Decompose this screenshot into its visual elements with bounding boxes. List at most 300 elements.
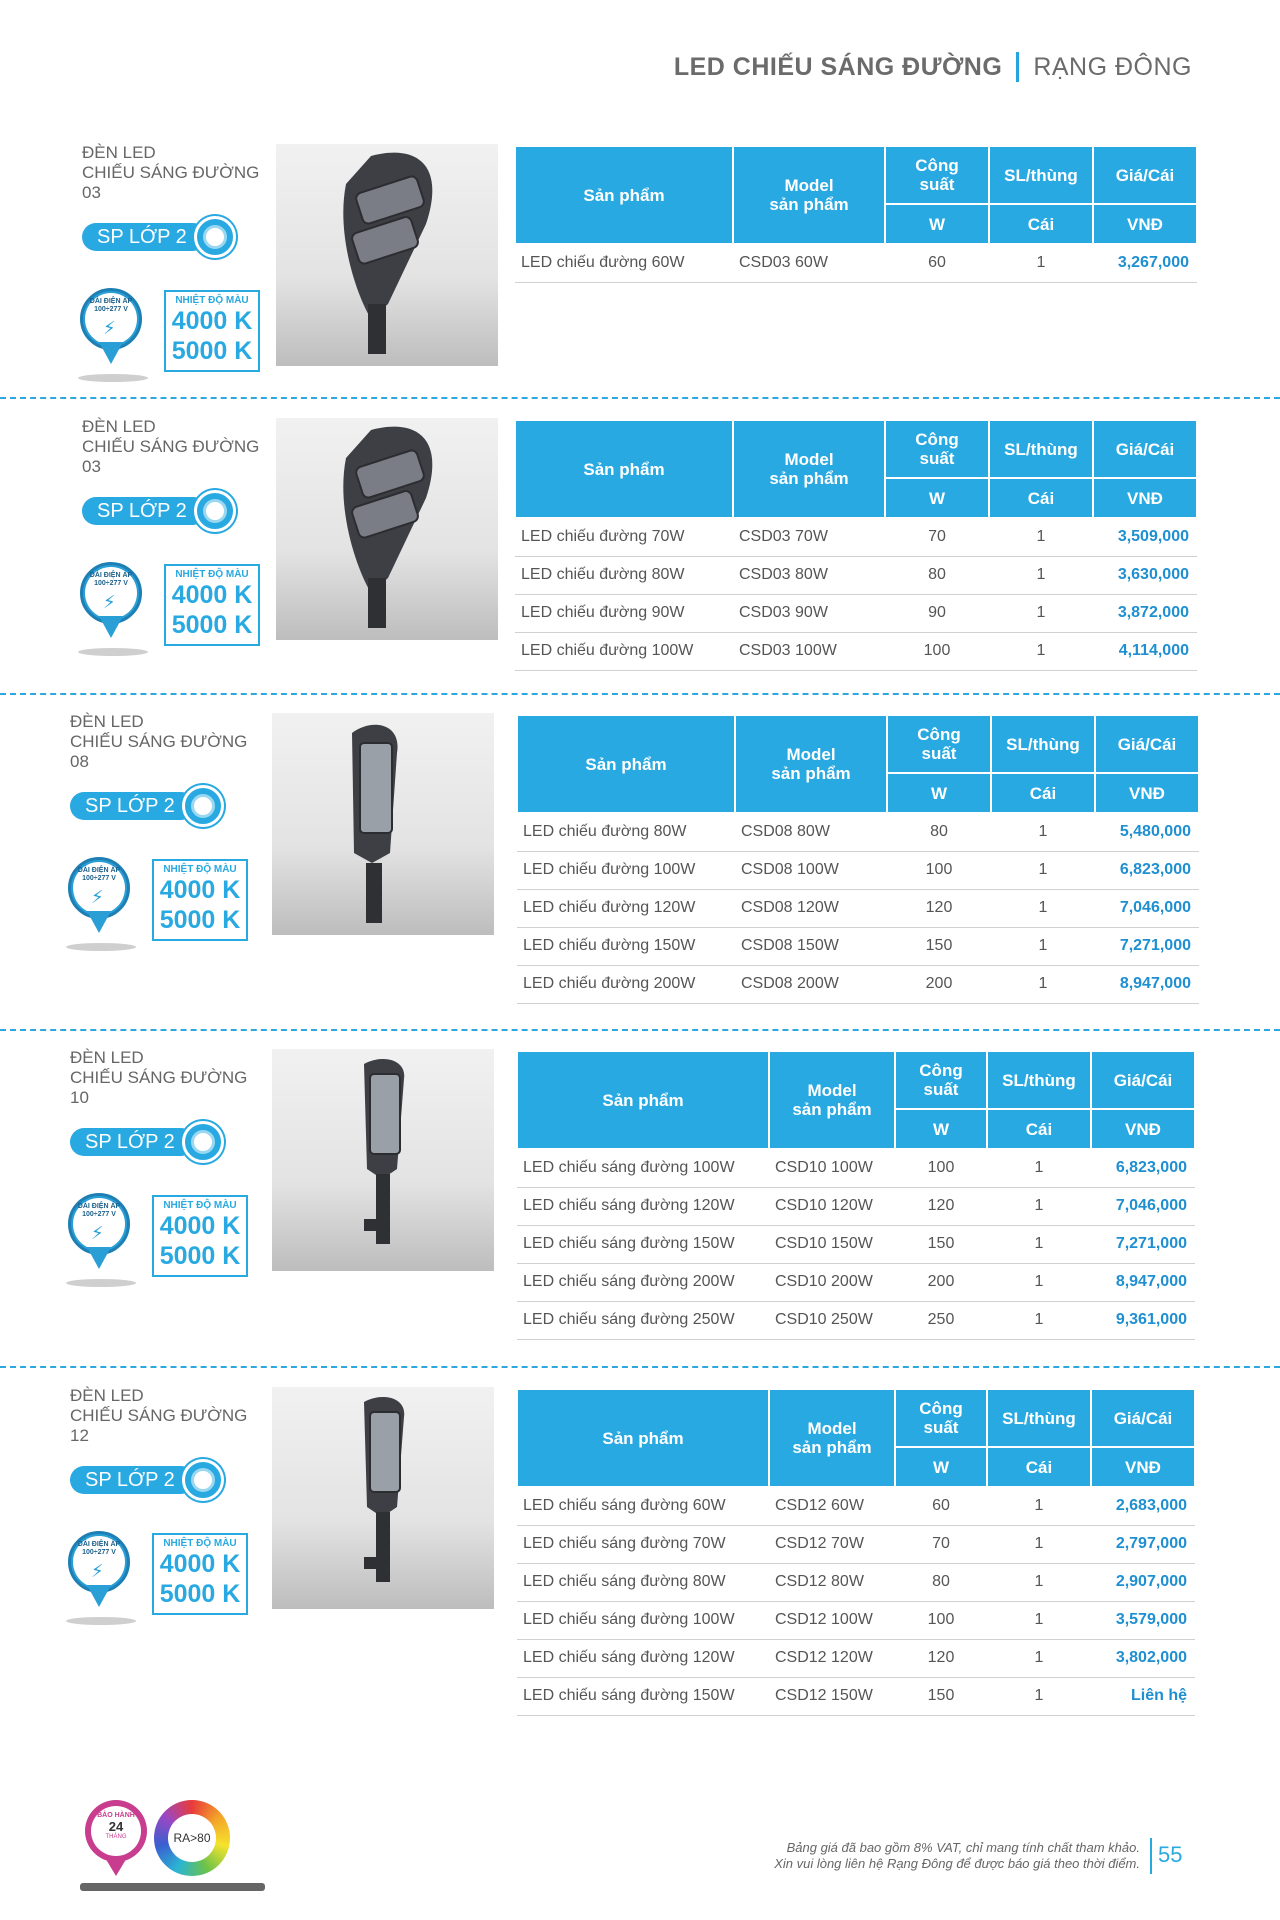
cell-qty: 1: [987, 1487, 1091, 1525]
price-table: [514, 145, 1198, 283]
product-image: [272, 713, 494, 935]
cell-product: LED chiếu đường 80W: [517, 813, 735, 851]
header-model-line: sản phẩm: [792, 1438, 872, 1457]
color-temperature-4000: 4000 K: [171, 581, 253, 609]
unit-price-label: VNĐ: [1129, 783, 1165, 803]
warranty-months: 24: [108, 1819, 124, 1834]
voltage-pin-tail: [87, 1247, 111, 1269]
color-temperature-box: [164, 564, 260, 646]
cell-product: LED chiếu sáng đường 120W: [517, 1187, 769, 1225]
cell-model: CSD10 200W: [769, 1263, 895, 1301]
cell-qty: 1: [991, 851, 1095, 889]
class-2-ring-icon: [182, 1121, 224, 1163]
table-row: [517, 1263, 1195, 1301]
cell-price: 8,947,000: [1091, 1263, 1195, 1301]
cell-product: LED chiếu sáng đường 150W: [517, 1225, 769, 1263]
cell-model: CSD12 70W: [769, 1525, 895, 1563]
header-power-line: Công: [915, 430, 959, 449]
cell-price: 3,630,000: [1093, 556, 1197, 594]
header-qty-label: SL/thùng: [1002, 1408, 1076, 1428]
table-row: [517, 1525, 1195, 1563]
voltage-value: 100÷277 V: [82, 1211, 116, 1218]
voltage-value: 100÷277 V: [94, 306, 128, 313]
table-header-row: [515, 146, 1197, 204]
street-light-icon: [272, 713, 494, 935]
cell-qty: 1: [989, 244, 1093, 282]
product-name-line: 10: [70, 1088, 89, 1107]
cell-product: LED chiếu sáng đường 80W: [517, 1563, 769, 1601]
header-model: [733, 146, 885, 244]
unit-price-label: VNĐ: [1127, 488, 1163, 508]
table-row: [517, 1487, 1195, 1525]
cell-product: LED chiếu đường 120W: [517, 889, 735, 927]
cell-price: 2,797,000: [1091, 1525, 1195, 1563]
cell-model: CSD10 100W: [769, 1149, 895, 1187]
header-price: [1091, 1389, 1195, 1447]
header-power-line: Công: [919, 1061, 963, 1080]
cell-model: CSD03 80W: [733, 556, 885, 594]
cell-qty: 1: [987, 1677, 1091, 1715]
price-table: [516, 714, 1200, 1004]
table-row: [517, 1187, 1195, 1225]
cell-price: 3,579,000: [1091, 1601, 1195, 1639]
cell-price: 6,823,000: [1091, 1149, 1195, 1187]
cell-power: 100: [895, 1149, 987, 1187]
unit-qty: [989, 204, 1093, 244]
product-name-line: CHIẾU SÁNG ĐƯỜNG: [70, 732, 248, 751]
header-power-line: suất: [923, 1080, 959, 1099]
class-2-ring-icon: [194, 490, 236, 532]
product-name-line: 08: [70, 752, 89, 771]
voltage-pin-tail: [87, 1585, 111, 1607]
cell-qty: 1: [991, 813, 1095, 851]
header-separator: [1016, 52, 1019, 82]
cell-power: 90: [885, 594, 989, 632]
cell-product: LED chiếu đường 100W: [517, 851, 735, 889]
color-temperature-box: [152, 859, 248, 941]
ra-label: RA>80: [168, 1814, 216, 1862]
color-temperature-title: NHIỆT ĐỘ MÀU: [163, 1200, 237, 1211]
lightning-icon: ⚡: [91, 1561, 104, 1581]
cell-qty: 1: [987, 1639, 1091, 1677]
unit-power: [885, 204, 989, 244]
product-name-line: ĐÈN LED: [70, 1048, 144, 1067]
table-row: [517, 965, 1199, 1003]
class-2-label: SP LỚP 2: [82, 223, 207, 251]
voltage-label: DẢI ĐIỆN ÁP: [89, 298, 133, 305]
cell-price: 3,509,000: [1093, 518, 1197, 556]
class-2-label: SP LỚP 2: [70, 1128, 195, 1156]
cell-qty: 1: [987, 1225, 1091, 1263]
cell-power: 80: [887, 813, 991, 851]
color-temperature-title: NHIỆT ĐỘ MÀU: [163, 864, 237, 875]
table-header-row: [517, 1051, 1195, 1109]
unit-power: [895, 1109, 987, 1149]
warranty-unit: THÁNG: [105, 1834, 127, 1840]
table-row: [515, 594, 1197, 632]
class-2-label: SP LỚP 2: [82, 497, 207, 525]
voltage-label: DẢI ĐIỆN ÁP: [77, 1203, 121, 1210]
voltage-range: [85, 572, 137, 588]
cell-product: LED chiếu đường 70W: [515, 518, 733, 556]
header-model-line: sản phẩm: [792, 1100, 872, 1119]
color-temperature-4000: 4000 K: [159, 876, 241, 904]
footer-note: [774, 1840, 1140, 1872]
unit-power: [895, 1447, 987, 1487]
color-temperature-title: NHIỆT ĐỘ MÀU: [175, 569, 249, 580]
lightning-icon: ⚡: [91, 887, 104, 907]
unit-power-label: W: [932, 1457, 950, 1477]
header-qty: [987, 1389, 1091, 1447]
street-light-icon: [272, 1049, 494, 1271]
unit-qty: [991, 773, 1095, 813]
header-price: [1095, 715, 1199, 773]
warranty-label: BẢO HÀNH: [97, 1812, 135, 1819]
header-product: [517, 715, 735, 813]
cell-power: 120: [887, 889, 991, 927]
cell-product: LED chiếu đường 150W: [517, 927, 735, 965]
color-temperature-box: [152, 1533, 248, 1615]
unit-power-label: W: [932, 1119, 950, 1139]
cell-model: CSD03 90W: [733, 594, 885, 632]
table-row: [515, 518, 1197, 556]
color-temperature-box: [164, 290, 260, 372]
cell-model: CSD12 120W: [769, 1639, 895, 1677]
voltage-label: DẢI ĐIỆN ÁP: [89, 572, 133, 579]
header-power-line: Công: [917, 725, 961, 744]
cell-power: 150: [895, 1225, 987, 1263]
header-model-line: Model: [784, 176, 834, 195]
cell-product: LED chiếu đường 80W: [515, 556, 733, 594]
header-power: [885, 420, 989, 478]
table-row: [517, 1301, 1195, 1339]
cell-price: 3,872,000: [1093, 594, 1197, 632]
header-power-line: Công: [919, 1399, 963, 1418]
header-price-label: Giá/Cái: [1113, 1408, 1173, 1428]
header-price-label: Giá/Cái: [1113, 1070, 1173, 1090]
cell-power: 200: [887, 965, 991, 1003]
cell-power: 80: [885, 556, 989, 594]
footer-note-line-2: Xin vui lòng liên hệ Rạng Đông để được báo giá theo thời điểm.: [774, 1856, 1140, 1871]
voltage-pin-icon: [76, 562, 150, 658]
product-name-line: CHIẾU SÁNG ĐƯỜNG: [82, 163, 260, 182]
table-row: [515, 556, 1197, 594]
voltage-range: [85, 298, 137, 314]
cell-qty: 1: [991, 965, 1095, 1003]
cell-price: 9,361,000: [1091, 1301, 1195, 1339]
table-header-row: [515, 420, 1197, 478]
header-qty-label: SL/thùng: [1004, 165, 1078, 185]
unit-qty-label: Cái: [1025, 1119, 1053, 1139]
cell-power: 80: [895, 1563, 987, 1601]
product-name-line: ĐÈN LED: [82, 143, 156, 162]
unit-qty: [989, 478, 1093, 518]
cell-power: 200: [895, 1263, 987, 1301]
product-image: [276, 418, 498, 640]
table-header-row: [517, 715, 1199, 773]
cell-power: 150: [895, 1677, 987, 1715]
header-power-line: suất: [919, 449, 955, 468]
header-product-label: Sản phẩm: [583, 459, 665, 479]
unit-qty: [987, 1109, 1091, 1149]
cell-power: 250: [895, 1301, 987, 1339]
voltage-label: DẢI ĐIỆN ÁP: [77, 1541, 121, 1548]
unit-price-label: VNĐ: [1127, 214, 1163, 234]
cell-power: 120: [895, 1187, 987, 1225]
voltage-pin-icon: [76, 288, 150, 384]
cell-qty: 1: [987, 1263, 1091, 1301]
voltage-range: [73, 1541, 125, 1557]
cell-power: 60: [885, 244, 989, 282]
cell-product: LED chiếu đường 90W: [515, 594, 733, 632]
cell-price: 7,271,000: [1091, 1225, 1195, 1263]
cell-product: LED chiếu sáng đường 70W: [517, 1525, 769, 1563]
voltage-pin-tail: [87, 911, 111, 933]
header-product: [515, 146, 733, 244]
cell-product: LED chiếu đường 200W: [517, 965, 735, 1003]
cell-qty: 1: [987, 1149, 1091, 1187]
color-temperature-5000: 5000 K: [159, 1242, 241, 1270]
cell-model: CSD08 200W: [735, 965, 887, 1003]
unit-price: [1091, 1109, 1195, 1149]
voltage-pin-tail: [99, 342, 123, 364]
cell-price: 2,907,000: [1091, 1563, 1195, 1601]
header-power: [887, 715, 991, 773]
voltage-value: 100÷277 V: [82, 1549, 116, 1556]
product-name-line: CHIẾU SÁNG ĐƯỜNG: [82, 437, 260, 456]
header-price-label: Giá/Cái: [1115, 165, 1175, 185]
cell-price: 7,046,000: [1095, 889, 1199, 927]
header-power-line: suất: [923, 1418, 959, 1437]
cell-product: LED chiếu sáng đường 250W: [517, 1301, 769, 1339]
table-row: [517, 813, 1199, 851]
voltage-pin-icon: [64, 1193, 138, 1289]
cell-product: LED chiếu sáng đường 100W: [517, 1601, 769, 1639]
table-row: [517, 1149, 1195, 1187]
unit-power: [887, 773, 991, 813]
cell-qty: 1: [991, 927, 1095, 965]
cell-price: 3,802,000: [1091, 1639, 1195, 1677]
header-price: [1093, 146, 1197, 204]
voltage-pin-shadow: [66, 1617, 136, 1625]
header-product-label: Sản phẩm: [602, 1090, 684, 1110]
cell-qty: 1: [989, 632, 1093, 670]
header-model: [733, 420, 885, 518]
header-model-line: Model: [807, 1419, 857, 1438]
unit-price: [1095, 773, 1199, 813]
header-price: [1091, 1051, 1195, 1109]
warranty-badge-icon: [85, 1800, 147, 1862]
cell-price: 7,046,000: [1091, 1187, 1195, 1225]
product-name: [70, 1386, 247, 1446]
table-row: [517, 1225, 1195, 1263]
cell-model: CSD10 250W: [769, 1301, 895, 1339]
voltage-value: 100÷277 V: [82, 875, 116, 882]
product-name-line: CHIẾU SÁNG ĐƯỜNG: [70, 1406, 248, 1425]
color-temperature-title: NHIỆT ĐỘ MÀU: [175, 295, 249, 306]
header-qty-label: SL/thùng: [1006, 734, 1080, 754]
product-name-line: 03: [82, 457, 101, 476]
header-model: [769, 1389, 895, 1487]
section-divider: [0, 693, 1280, 695]
table-row: [517, 927, 1199, 965]
product-name: [70, 1048, 247, 1108]
cell-qty: 1: [987, 1563, 1091, 1601]
header-model: [769, 1051, 895, 1149]
cell-power: 70: [895, 1525, 987, 1563]
cell-power: 100: [887, 851, 991, 889]
product-name-line: ĐÈN LED: [70, 1386, 144, 1405]
price-table: [516, 1050, 1196, 1340]
unit-power-label: W: [928, 214, 946, 234]
class-2-badge: [70, 1463, 228, 1497]
cell-power: 120: [895, 1639, 987, 1677]
header-product: [515, 420, 733, 518]
product-image: [276, 144, 498, 366]
cell-power: 100: [885, 632, 989, 670]
header-power-line: suất: [919, 175, 955, 194]
cell-model: CSD12 80W: [769, 1563, 895, 1601]
header-price-label: Giá/Cái: [1117, 734, 1177, 754]
header-category: LED CHIẾU SÁNG ĐƯỜNG: [673, 52, 1003, 81]
voltage-pin-icon: [64, 857, 138, 953]
cell-price: 2,683,000: [1091, 1487, 1195, 1525]
color-temperature-5000: 5000 K: [171, 337, 253, 365]
header-model-line: sản phẩm: [771, 764, 851, 783]
section-divider: [0, 397, 1280, 399]
voltage-pin-tail: [99, 616, 123, 638]
product-name: [70, 712, 247, 772]
header-power: [895, 1051, 987, 1109]
color-wheel-icon: [154, 1800, 230, 1876]
cell-product: LED chiếu sáng đường 150W: [517, 1677, 769, 1715]
table-row: [517, 1563, 1195, 1601]
header-model-line: Model: [786, 745, 836, 764]
unit-qty-label: Cái: [1029, 783, 1057, 803]
header-model: [735, 715, 887, 813]
header-brand: RẠNG ĐÔNG: [1033, 52, 1192, 81]
header-product-label: Sản phẩm: [585, 754, 667, 774]
header-qty: [991, 715, 1095, 773]
header-model-line: Model: [784, 450, 834, 469]
warranty-pin-tail: [104, 1856, 128, 1876]
unit-qty-label: Cái: [1025, 1457, 1053, 1477]
color-temperature-5000: 5000 K: [159, 1580, 241, 1608]
cell-model: CSD12 100W: [769, 1601, 895, 1639]
cell-model: CSD10 150W: [769, 1225, 895, 1263]
unit-price-label: VNĐ: [1125, 1119, 1161, 1139]
voltage-range: [73, 867, 125, 883]
color-temperature-4000: 4000 K: [159, 1212, 241, 1240]
cell-product: LED chiếu sáng đường 60W: [517, 1487, 769, 1525]
color-temperature-4000: 4000 K: [171, 307, 253, 335]
color-temperature-4000: 4000 K: [159, 1550, 241, 1578]
page-number: 55: [1158, 1842, 1183, 1867]
unit-price: [1091, 1447, 1195, 1487]
cell-price: 4,114,000: [1093, 632, 1197, 670]
header-price: [1093, 420, 1197, 478]
price-table: [516, 1388, 1196, 1716]
header-qty-label: SL/thùng: [1002, 1070, 1076, 1090]
voltage-pin-shadow: [66, 1279, 136, 1287]
unit-power-label: W: [928, 488, 946, 508]
table-row: [515, 244, 1197, 282]
header-product-label: Sản phẩm: [583, 185, 665, 205]
section-divider: [0, 1366, 1280, 1368]
header-power-line: Công: [915, 156, 959, 175]
cell-price: 3,267,000: [1093, 244, 1197, 282]
color-temperature-box: [152, 1195, 248, 1277]
page-header: [674, 52, 1192, 82]
cell-model: CSD03 70W: [733, 518, 885, 556]
cell-model: CSD08 150W: [735, 927, 887, 965]
cell-product: LED chiếu sáng đường 120W: [517, 1639, 769, 1677]
cell-product: LED chiếu sáng đường 200W: [517, 1263, 769, 1301]
class-2-label: SP LỚP 2: [70, 1466, 195, 1494]
header-qty: [987, 1051, 1091, 1109]
unit-qty-label: Cái: [1027, 488, 1055, 508]
unit-price-label: VNĐ: [1125, 1457, 1161, 1477]
voltage-value: 100÷277 V: [94, 580, 128, 587]
voltage-pin-shadow: [66, 943, 136, 951]
cell-qty: 1: [989, 594, 1093, 632]
color-temperature-5000: 5000 K: [171, 611, 253, 639]
product-name: [82, 143, 259, 203]
voltage-pin-icon: [64, 1531, 138, 1627]
street-light-icon: [276, 144, 498, 366]
header-qty: [989, 146, 1093, 204]
cell-model: CSD08 80W: [735, 813, 887, 851]
class-2-ring-icon: [194, 216, 236, 258]
cell-price: 5,480,000: [1095, 813, 1199, 851]
product-image: [272, 1387, 494, 1609]
header-qty-label: SL/thùng: [1004, 439, 1078, 459]
cell-model: CSD12 150W: [769, 1677, 895, 1715]
unit-qty: [987, 1447, 1091, 1487]
class-2-ring-icon: [182, 1459, 224, 1501]
cell-qty: 1: [991, 889, 1095, 927]
unit-power-label: W: [930, 783, 948, 803]
product-name: [82, 417, 259, 477]
header-power: [895, 1389, 987, 1447]
table-row: [517, 889, 1199, 927]
cell-qty: 1: [987, 1601, 1091, 1639]
voltage-pin-shadow: [78, 648, 148, 656]
cell-qty: 1: [987, 1301, 1091, 1339]
header-product: [517, 1051, 769, 1149]
cell-product: LED chiếu đường 60W: [515, 244, 733, 282]
class-2-ring-icon: [182, 785, 224, 827]
cell-price: 8,947,000: [1095, 965, 1199, 1003]
product-name-line: CHIẾU SÁNG ĐƯỜNG: [70, 1068, 248, 1087]
cell-price: 6,823,000: [1095, 851, 1199, 889]
header-product: [517, 1389, 769, 1487]
header-power: [885, 146, 989, 204]
product-name-line: 03: [82, 183, 101, 202]
voltage-pin-shadow: [78, 374, 148, 382]
table-row: [515, 632, 1197, 670]
cell-power: 60: [895, 1487, 987, 1525]
footer-note-line-1: Bảng giá đã bao gồm 8% VAT, chỉ mang tính chất tham khảo.: [786, 1840, 1140, 1855]
cell-model: CSD03 60W: [733, 244, 885, 282]
header-model-line: sản phẩm: [769, 195, 849, 214]
page-number-separator: [1150, 1838, 1152, 1874]
table-header-row: [517, 1389, 1195, 1447]
cell-power: 100: [895, 1601, 987, 1639]
table-row: [517, 1601, 1195, 1639]
cell-qty: 1: [987, 1525, 1091, 1563]
table-row: [517, 1639, 1195, 1677]
